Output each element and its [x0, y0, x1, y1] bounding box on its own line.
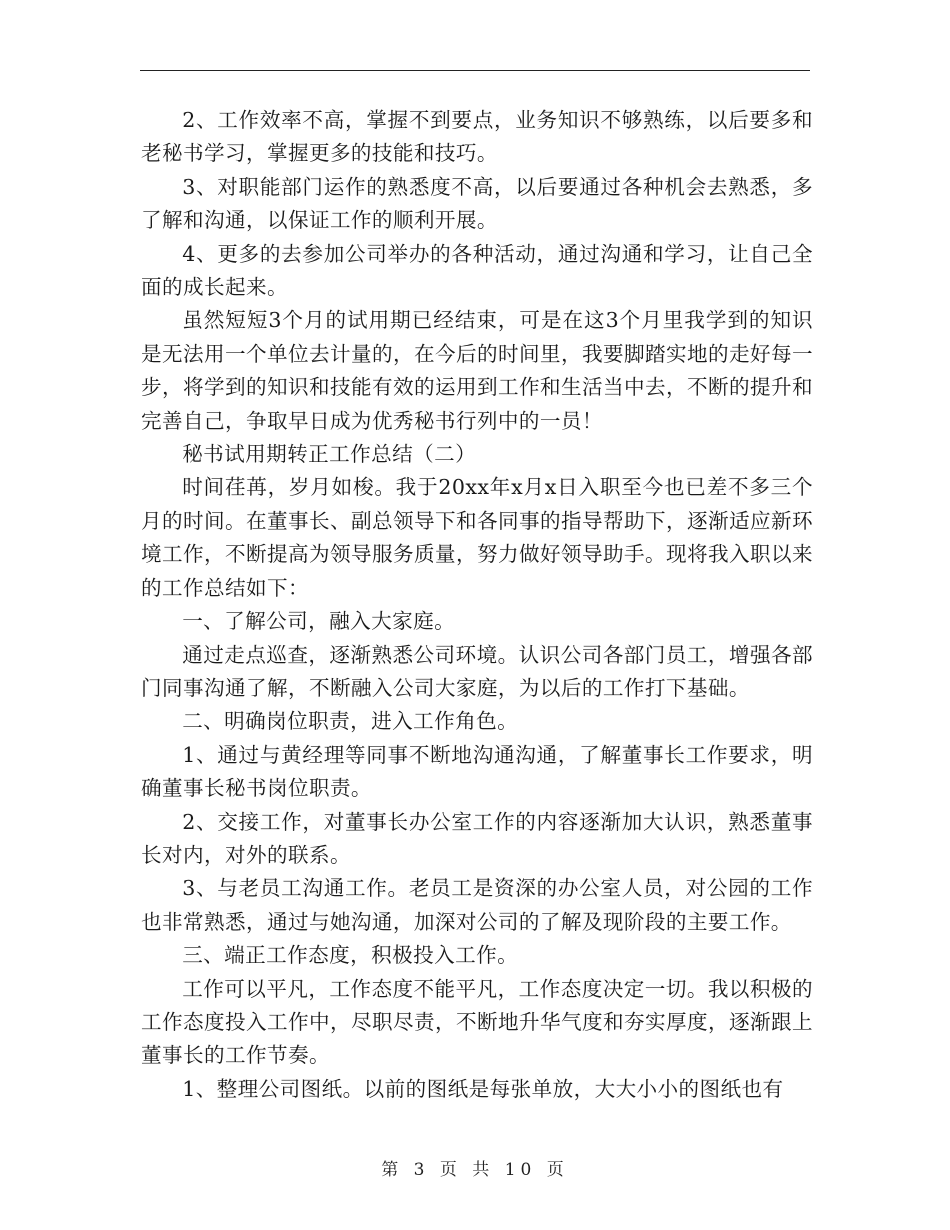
paragraph: 2、工作效率不高，掌握不到要点，业务知识不够熟练，以后要多和老秘书学习，掌握更多的技能和技巧。: [141, 108, 813, 166]
header-rule: [140, 70, 810, 71]
page-number: 第 3 页 共 10 页: [381, 1160, 569, 1180]
document-body: [141, 104, 813, 1106]
paragraph: 3、对职能部门运作的熟悉度不高，以后要通过各种机会去熟悉，多了解和沟通，以保证工作的顺利开展。: [141, 174, 813, 233]
paragraph: 时间荏苒，岁月如梭。我于20xx年x月x日入职至今也已差不多三个月的时间。在董事长、副总领导下和各同事的指导帮助下，逐渐适应新环境工作，不断提高为领导服务质量，努力做好领导助手。现将我入职以来的工作总结如下：: [141, 475, 813, 600]
section-heading: 三、端正工作态度，积极投入工作。: [182, 943, 519, 968]
section-heading: 一、了解公司，融入大家庭。: [182, 609, 456, 634]
paragraph: 4、更多的去参加公司举办的各种活动，通过沟通和学习，让自己全面的成长起来。: [141, 241, 813, 300]
section-heading: 二、明确岗位职责，进入工作角色。: [182, 709, 519, 734]
paragraph: 工作可以平凡，工作态度不能平凡，工作态度决定一切。我以积极的工作态度投入工作中，尽职尽责，不断地升华气度和夯实厚度，逐渐跟上董事长的工作节奏。: [141, 976, 813, 1068]
paragraph: 2、交接工作，对董事长办公室工作的内容逐渐加大认识，熟悉董事长对内，对外的联系。: [141, 809, 813, 867]
section-title: 秘书试用期转正工作总结（二）: [182, 442, 477, 467]
paragraph: 通过走点巡查，逐渐熟悉公司环境。认识公司各部门员工，增强各部门同事沟通了解，不断融入公司大家庭，为以后的工作打下基础。: [141, 642, 813, 700]
paragraph: 1、通过与黄经理等同事不断地沟通沟通，了解董事长工作要求，明确董事长秘书岗位职责。: [141, 742, 813, 801]
paragraph: 虽然短短3个月的试用期已经结束，可是在这3个月里我学到的知识是无法用一个单位去计量的，在今后的时间里，我要脚踏实地的走好每一步，将学到的知识和技能有效的运用到工作和生活当中去，不断的提升和完善自己，争取早日成为优秀秘书行列中的一员！: [141, 308, 813, 433]
paragraph: 3、与老员工沟通工作。老员工是资深的办公室人员，对公园的工作也非常熟悉，通过与她沟通，加深对公司的了解及现阶段的主要工作。: [141, 876, 813, 934]
paragraph: 1、整理公司图纸。以前的图纸是每张单放，大大小小的图纸也有: [182, 1076, 784, 1101]
